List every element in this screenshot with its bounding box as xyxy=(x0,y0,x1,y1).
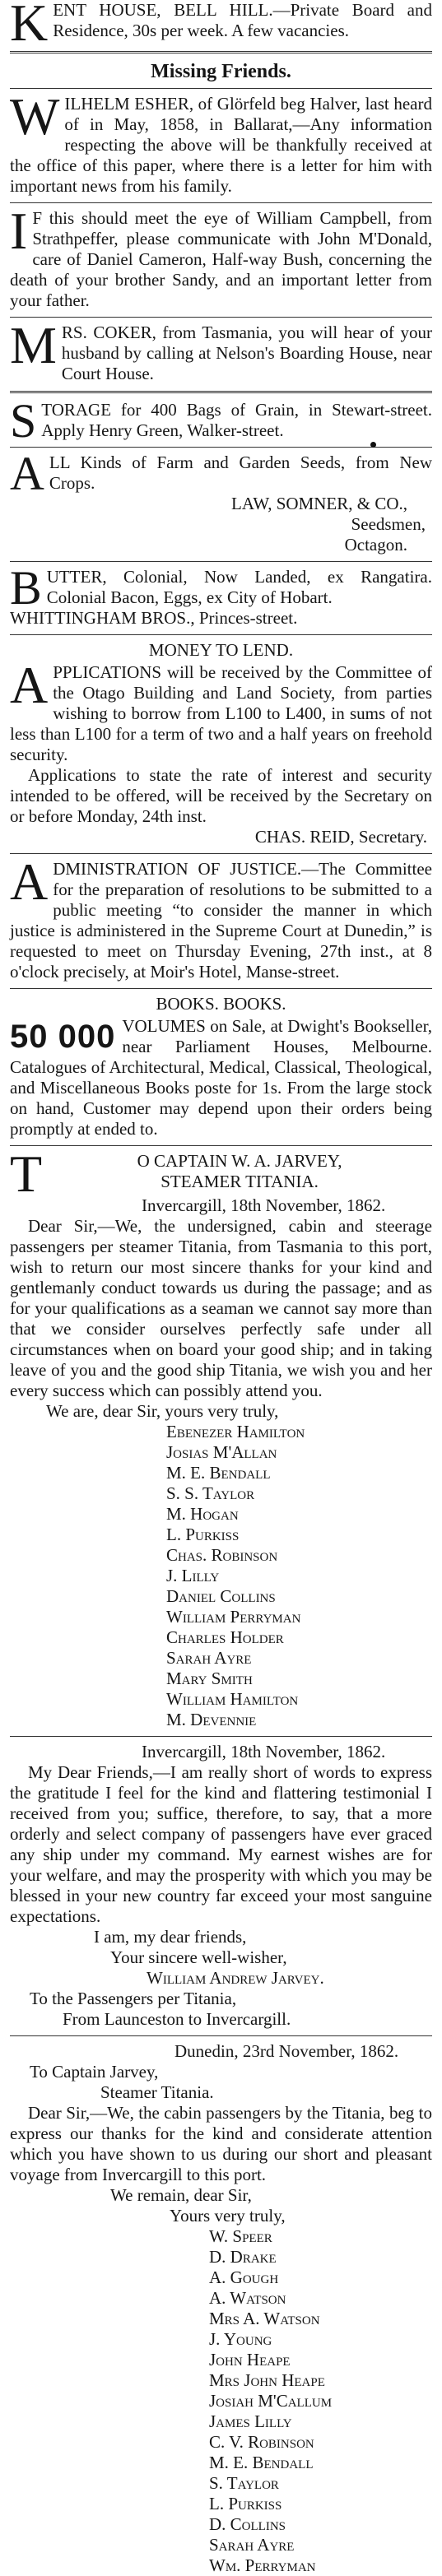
firm-place: Octagon. xyxy=(344,535,407,555)
signatory-name: M. E. Bendall xyxy=(209,2453,314,2472)
dropcap: T xyxy=(10,1144,43,1203)
storage-ad xyxy=(10,394,432,448)
letter-body: Dear Sir,—We, the cabin passengers by the Titania, beg to express our thanks for the kind and considerate attention which you have shown to us during our short and pleasant voyage from Invercargill to this port. xyxy=(10,2103,432,2184)
dropcap: A xyxy=(10,656,49,714)
signatory-name: D. Drake xyxy=(209,2247,277,2267)
signatory-name: M. E. Bendall xyxy=(166,1463,271,1483)
letter-closing: We remain, dear Sir, xyxy=(110,2185,252,2205)
letter-subtitle: STEAMER TITANIA. xyxy=(161,1172,319,1191)
signatory-name: Josias M'Allan xyxy=(166,1442,277,1462)
letter-recipient: To the Passengers per Titania, xyxy=(30,1989,237,2008)
campbell-notice xyxy=(10,202,432,311)
signatory-name: C. V. Robinson xyxy=(209,2432,314,2452)
signatory-name: William Perryman xyxy=(166,1607,301,1627)
signatory-name: J. Young xyxy=(209,2329,272,2349)
signatory-name: M. Hogan xyxy=(166,1504,239,1524)
butter-ad xyxy=(10,561,432,629)
letter-recipient-2: Steamer Titania. xyxy=(100,2082,214,2102)
books-ad xyxy=(10,994,432,1139)
letter-closing: I am, my dear friends, xyxy=(94,1927,247,1947)
ad-text: LL Kinds of Farm and Garden Seeds, from New Crops. xyxy=(49,453,432,493)
signatory-name: A. Gough xyxy=(209,2267,279,2287)
dropcap: K xyxy=(10,0,49,52)
letter-title: O CAPTAIN W. A. JARVEY, xyxy=(137,1151,342,1171)
divider xyxy=(10,202,432,203)
divider xyxy=(10,447,432,448)
signatory-name: Josiah M'Callum xyxy=(209,2391,333,2411)
seeds-ad xyxy=(10,447,432,555)
notice-text: ILHELM ESHER, of Glörfeld beg Halver, last heard of in May, 1858, in Ballarat,—Any information respecting the above will be thankfully received at the office of this paper, where there is a letter for him with important news from his family. xyxy=(10,94,432,196)
divider xyxy=(10,634,432,635)
divider xyxy=(10,853,432,854)
signatory-name: Mary Smith xyxy=(166,1669,253,1688)
ad-text: UTTER, Colonial, Now Landed, ex Rangatira. Colonial Bacon, Eggs, ex City of Hobart. xyxy=(46,567,432,607)
firm-trade: Seedsmen, xyxy=(351,514,426,534)
jarvey-reply xyxy=(10,1742,432,2030)
letter-closing-2: Yours very truly, xyxy=(170,2206,286,2226)
divider xyxy=(10,2035,432,2036)
signatory-name: Ebenezer Hamilton xyxy=(166,1422,305,1441)
coker-notice xyxy=(10,316,432,384)
ink-dot xyxy=(370,442,376,448)
jarvey-testimonial xyxy=(10,1144,432,1730)
letter-signature: William Andrew Jarvey. xyxy=(147,1968,324,1988)
ad-heading: MONEY TO LEND. xyxy=(148,640,294,660)
signatory-name: S. S. Taylor xyxy=(166,1483,255,1503)
signatory-name: D. Collins xyxy=(209,2514,286,2534)
dropcap: S xyxy=(10,394,37,448)
letter-date: Dunedin, 23rd November, 1862. xyxy=(174,2041,399,2061)
ad-text: TORAGE for 400 Bags of Grain, in Stewart-street. Apply Henry Green, Walker-street. xyxy=(41,400,432,440)
signatory-name: Sarah Ayre xyxy=(166,1648,252,1668)
signatory-name: Sarah Ayre xyxy=(209,2535,295,2555)
signatory-name: L. Purkiss xyxy=(166,1525,240,1544)
signature: CHAS. REID, Secretary. xyxy=(254,827,427,847)
signatory-name: Wm. Perryman xyxy=(209,2555,316,2575)
signatory-name: Daniel Collins xyxy=(166,1586,276,1606)
signatory-name: John Heape xyxy=(209,2350,291,2369)
section-title-missing-friends: Missing Friends. xyxy=(151,61,291,82)
notice-text: RS. COKER, from Tasmania, you will hear of your husband by calling at Nelson's Boarding House, near Court House. xyxy=(61,323,432,383)
signatory-name: L. Purkiss xyxy=(209,2494,282,2513)
firm-name: LAW, SOMNER, & CO., xyxy=(231,494,407,513)
dropcap: I xyxy=(10,202,28,260)
kent-house-ad xyxy=(10,0,432,52)
signatory-name: Mrs A. Watson xyxy=(209,2309,320,2328)
signatory-name: Chas. Robinson xyxy=(166,1545,278,1565)
divider xyxy=(10,1736,432,1737)
ad-heading: BOOKS. BOOKS. xyxy=(156,994,286,1014)
cabin-passengers-letter xyxy=(10,2041,432,2576)
divider xyxy=(10,1145,432,1146)
signatory-name: J. Lilly xyxy=(166,1566,220,1585)
dropcap: A xyxy=(10,852,49,911)
notice-text: DMINISTRATION OF JUSTICE.—The Committee for the preparation of resolutions to be submitted to a public meeting “to consider the manner in which justice is administered in the Supreme Court at Dunedin,” is requested to meet on Thursday Evening, 27th inst., at 8 o'clock precisely, at Moir's Hotel, Manse-street. xyxy=(10,859,432,982)
letter-closing: We are, dear Sir, yours very truly, xyxy=(46,1401,279,1421)
signatory-name: William Hamilton xyxy=(166,1689,299,1709)
signatory-name: S. Taylor xyxy=(209,2473,279,2493)
divider xyxy=(10,561,432,562)
money-to-lend-ad xyxy=(10,640,432,847)
dropcap: W xyxy=(10,87,60,146)
letter-date: Invercargill, 18th November, 1862. xyxy=(142,1195,386,1215)
dropcap: B xyxy=(10,561,42,615)
signatory-name: W. Speer xyxy=(209,2226,272,2246)
dropcap: A xyxy=(10,447,44,500)
signatory-name: A. Watson xyxy=(209,2288,286,2308)
ad-text-2: Applications to state the rate of interest and security intended to be offered, will be received by the Secretary on or before Monday, 24th inst. xyxy=(10,765,432,826)
letter-recipient-2: From Launceston to Invercargill. xyxy=(63,2009,291,2029)
dropcap: M xyxy=(10,316,57,374)
notice-text: F this should meet the eye of William Campbell, from Strathpeffer, please communicate with John M'Donald, care of Daniel Cameron, Half-way Bush, concerning the death of your brother Sandy, and an important letter from your father. xyxy=(10,208,432,310)
signatory-name: James Lilly xyxy=(209,2411,292,2431)
firm-name: WHITTINGHAM BROS., Princes-street. xyxy=(10,608,298,628)
ad-text: ENT HOUSE, BELL HILL.—Private Board and Residence, 30s per week. A few vacancies. xyxy=(53,0,432,40)
signatory-name: Mrs John Heape xyxy=(209,2370,325,2390)
letter-closing-2: Your sincere well-wisher, xyxy=(110,1947,287,1967)
divider xyxy=(10,51,432,53)
ad-text: PPLICATIONS will be received by the Committee of the Otago Building and Land Society, from parties wishing to borrow from L100 to L400, in sums of not less than L100 for a term of two and a half years on freehold security. xyxy=(10,662,432,764)
divider xyxy=(10,988,432,989)
signatory-name: Charles Holder xyxy=(166,1627,284,1647)
newspaper-column xyxy=(10,0,432,2576)
ad-text: VOLUMES on Sale, at Dwight's Bookseller, near Parliament Houses, Melbourne. Catalogues of Architectural, Medical, Classical, Theological, and Miscellaneous Books poste for 1s. From the large stock on hand, Customer may depend upon their orders being promptly at ended to. xyxy=(10,1016,432,1139)
divider xyxy=(10,391,432,393)
esher-notice xyxy=(10,87,432,197)
justice-notice xyxy=(10,852,432,982)
signatory-list xyxy=(10,2226,432,2576)
signatory-name: M. Devennie xyxy=(166,1710,257,1729)
divider xyxy=(10,88,432,89)
letter-date: Invercargill, 18th November, 1862. xyxy=(142,1742,386,1761)
volume-count: 50 000 xyxy=(10,1019,116,1055)
letter-body: My Dear Friends,—I am really short of words to express the gratitude I feel for the kind and flattering testimonial I received from you; suffice, therefore, to say, that a more orderly and select company of passengers have ever graced any ship under my command. My earnest wishes are for your welfare, and may the prosperity with which you may be blessed in your new country far exceed your most sanguine expectations. xyxy=(10,1762,432,1926)
signatory-list xyxy=(10,1422,432,1730)
letter-recipient: To Captain Jarvey, xyxy=(30,2062,159,2082)
divider xyxy=(10,317,432,318)
letter-body: Dear Sir,—We, the undersigned, cabin and steerage passengers per steamer Titania, from Tasmania to this port, wish to return our most sincere thanks for your kind and gentlemanly conduct towards us during the passage; and as for your qualifications as a seaman we cannot say more than that we consider ourselves perfectly safe under all circumstances when on board your good ship; and in taking leave of you and the good ship Titania, we wish you and her every success which can possibly attend you. xyxy=(10,1216,432,1400)
